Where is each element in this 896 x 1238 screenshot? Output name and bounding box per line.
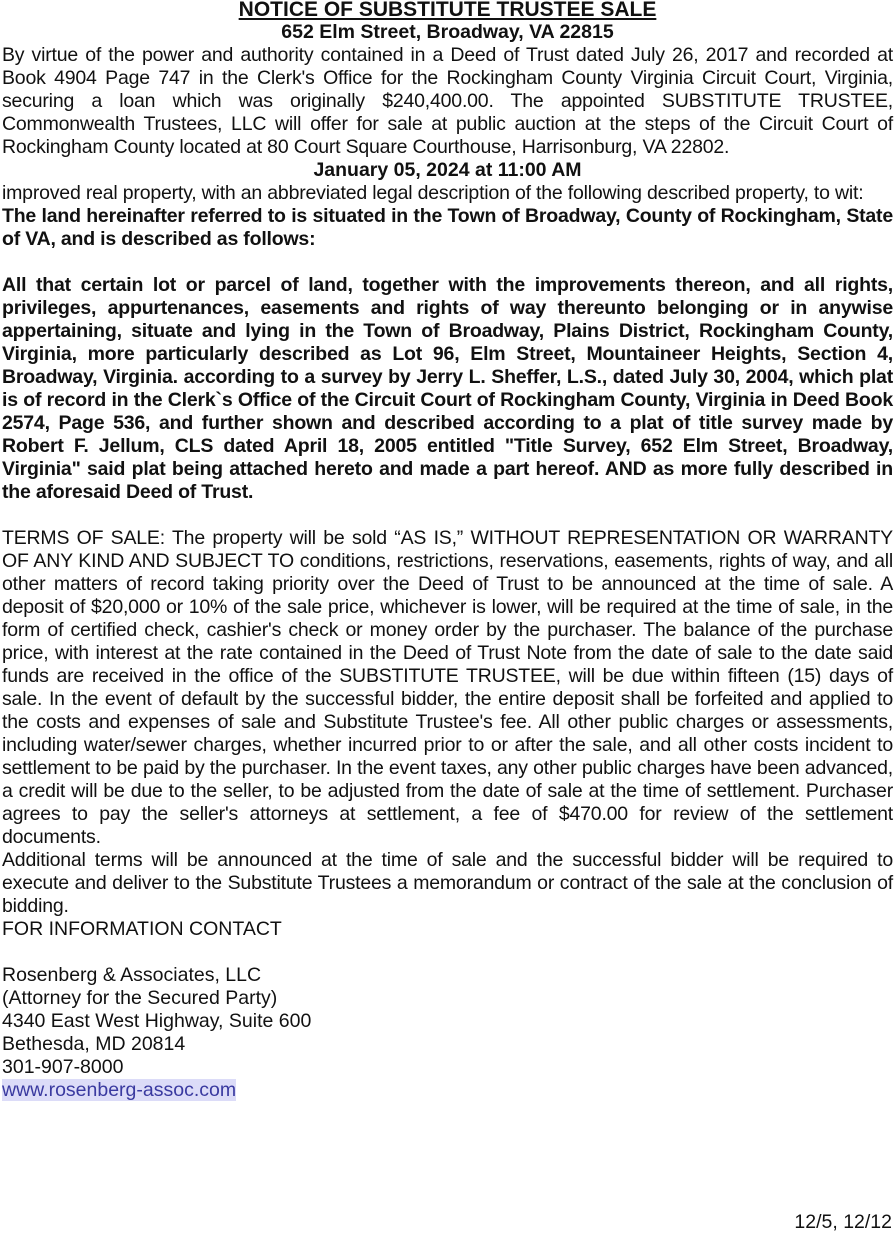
legal-heading: The land hereinafter referred to is situated in the Town of Broadway, County of Rockingham, State of VA, and is described as follows: [2, 205, 893, 250]
additional-terms: Additional terms will be announced at the time of sale and the successful bidder will be required to execute and deliver to the Substitute Trustees a memorandum or contract of the sale at the conclusion of bidding. [2, 849, 893, 917]
contact-city: Bethesda, MD 20814 [2, 1033, 186, 1055]
property-address: 652 Elm Street, Broadway, VA 22815 [281, 21, 614, 43]
intro-paragraph: By virtue of the power and authority contained in a Deed of Trust dated July 26, 2017 and recorded at Book 4904 Page 747 in the Clerk's Office for the Rockingham County Virginia Circuit Court, Virginia, securing a loan which was originally $240,400.00. The appointed SUBSTITUTE TRUSTEE, Commonwealth Trustees, LLC will offer for sale at public auction at the steps of the Circuit Court of Rockingham County located at 80 Court Square Courthouse, Harrisonburg, VA 22802. [2, 44, 893, 158]
spacer [2, 941, 893, 964]
terms-of-sale: TERMS OF SALE: The property will be sold “AS IS,” WITHOUT REPRESENTATION OR WARRANTY OF ANY KIND AND SUBJECT TO conditions, restrictions, reservations, easements, rights of way, and all other matters of record taking priority over the Deed of Trust to be announced at the time of sale. A deposit of $20,000 or 10% of the sale price, whichever is lower, will be required at the time of sale, in the form of certified check, cashier's check or money order by the purchaser. The balance of the purchase price, with interest at the rate contained in the Deed of Trust Note from the date of sale to the date said funds are received in the office of the SUBSTITUTE TRUSTEE, will be due within fifteen (15) days of sale. In the event of default by the successful bidder, the entire deposit shall be forfeited and applied to the costs and expenses of sale and Substitute Trustee's fee. All other public charges or assessments, including water/sewer charges, whether incurred prior to or after the sale, and all other costs incident to settlement to be paid by the purchaser. In the event taxes, any other public charges have been advanced, a credit will be due to the seller, to be adjusted from the date of sale at the time of settlement. Purchaser agrees to pay the seller's attorneys at settlement, a fee of $470.00 for review of the settlement documents. [2, 527, 893, 848]
contact-firm: Rosenberg & Associates, LLC [2, 964, 262, 986]
spacer [2, 504, 893, 527]
spacer [2, 251, 893, 274]
property-intro: improved real property, with an abbreviated legal description of the following described property, to wit: [2, 182, 864, 204]
website-link[interactable]: www.rosenberg-assoc.com [2, 1079, 237, 1101]
contact-phone: 301-907-8000 [2, 1056, 124, 1078]
contact-heading: FOR INFORMATION CONTACT [2, 918, 282, 940]
legal-description: All that certain lot or parcel of land, together with the improvements thereon, and all rights, privileges, appurtenances, easements and rights of way thereunto belonging or in anywise appertaining, situate and lying in the Town of Broadway, Plains District, Rockingham County, Virginia, more particularly described as Lot 96, Elm Street, Mountaineer Heights, Section 4, Broadway, Virginia. according to a survey by Jerry L. Sheffer, L.S., dated July 30, 2004, which plat is of record in the Clerk`s Office of the Circuit Court of Rockingham County, Virginia in Deed Book 2574, Page 536, and further shown and described according to a plat of title survey made by Robert F. Jellum, CLS dated April 18, 2005 entitled "Title Survey, 652 Elm Street, Broadway, Virginia" said plat being attached hereto and made a part hereof. AND as more fully described in the aforesaid Deed of Trust. [2, 274, 893, 503]
publication-dates: 12/5, 12/12 [794, 1211, 892, 1233]
contact-block [2, 964, 893, 1102]
contact-street: 4340 East West Highway, Suite 600 [2, 1010, 312, 1032]
contact-role: (Attorney for the Secured Party) [2, 987, 278, 1009]
sale-datetime: January 05, 2024 at 11:00 AM [313, 159, 582, 181]
contact-website-line [2, 1079, 893, 1102]
notice-title: NOTICE OF SUBSTITUTE TRUSTEE SALE [238, 0, 657, 21]
notice-document [2, 0, 893, 1102]
